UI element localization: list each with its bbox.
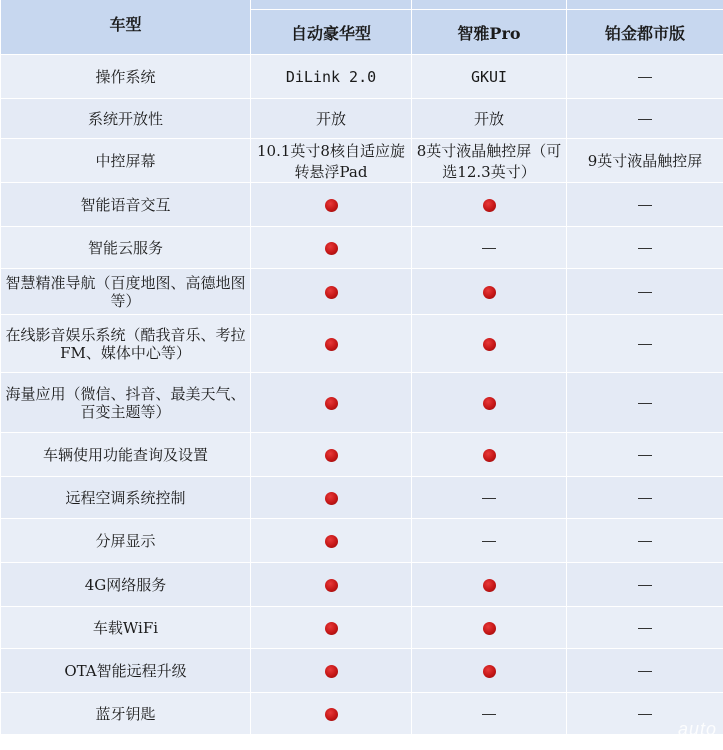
feature-label: 车辆使用功能查询及设置 [1, 433, 251, 477]
feature-label: 车载WiFi [1, 607, 251, 649]
feature-label: 远程空调系统控制 [1, 477, 251, 519]
feature-label: 操作系统 [1, 55, 251, 99]
table-row [1, 607, 723, 649]
red-dot-icon [325, 535, 338, 548]
feature-label: 海量应用（微信、抖音、最美天气、百变主题等） [1, 373, 251, 433]
not-available-cell [567, 183, 723, 227]
feature-label: 4G网络服务 [1, 563, 251, 607]
feature-dot-cell [412, 315, 567, 373]
feature-dot-cell [251, 433, 412, 477]
table-row [1, 373, 723, 433]
dash-icon [638, 205, 652, 206]
dash-icon [638, 119, 652, 120]
not-available-cell [567, 477, 723, 519]
dash-icon [638, 455, 652, 456]
feature-dot-cell [412, 433, 567, 477]
table-row [1, 183, 723, 227]
watermark: auto [677, 719, 717, 739]
red-dot-icon [325, 579, 338, 592]
table-row [1, 55, 723, 99]
model-header: 车型 [1, 0, 251, 55]
not-available-cell [567, 269, 723, 315]
red-dot-icon [325, 708, 338, 721]
feature-label: 智能语音交互 [1, 183, 251, 227]
feature-dot-cell [251, 269, 412, 315]
not-available-cell [567, 607, 723, 649]
feature-dot-cell [251, 477, 412, 519]
table-row [1, 519, 723, 563]
value-cell: GKUI [412, 55, 567, 99]
feature-dot-cell [412, 649, 567, 693]
red-dot-icon [483, 665, 496, 678]
not-available-cell [567, 373, 723, 433]
not-available-cell [567, 649, 723, 693]
dash-icon [638, 248, 652, 249]
red-dot-icon [325, 449, 338, 462]
feature-label: 在线影音娱乐系统（酷我音乐、考拉FM、媒体中心等） [1, 315, 251, 373]
table-row [1, 563, 723, 607]
feature-dot-cell [251, 607, 412, 649]
red-dot-icon [325, 242, 338, 255]
feature-dot-cell [251, 373, 412, 433]
trim-a: 自动豪华型 [251, 10, 412, 55]
value-cell: 9英寸液晶触控屏 [567, 139, 723, 183]
red-dot-icon [483, 286, 496, 299]
table-row [1, 269, 723, 315]
table-row [1, 433, 723, 477]
table-row [1, 99, 723, 139]
dash-icon [482, 248, 496, 249]
feature-dot-cell [412, 183, 567, 227]
table-row [1, 693, 723, 735]
brand-c [567, 0, 723, 10]
dash-icon [638, 714, 652, 715]
dash-icon [482, 714, 496, 715]
feature-dot-cell [251, 315, 412, 373]
dash-icon [638, 541, 652, 542]
feature-dot-cell [251, 563, 412, 607]
feature-dot-cell [251, 693, 412, 735]
table-row [1, 139, 723, 183]
table-row [1, 227, 723, 269]
dash-icon [638, 77, 652, 78]
red-dot-icon [483, 622, 496, 635]
feature-label: 分屏显示 [1, 519, 251, 563]
feature-dot-cell [251, 227, 412, 269]
feature-dot-cell [412, 563, 567, 607]
not-available-cell [567, 519, 723, 563]
red-dot-icon [483, 338, 496, 351]
feature-label: 智慧精准导航（百度地图、高德地图等） [1, 269, 251, 315]
feature-label: 系统开放性 [1, 99, 251, 139]
dash-icon [638, 292, 652, 293]
table-row [1, 477, 723, 519]
not-available-cell [412, 227, 567, 269]
dash-icon [638, 671, 652, 672]
not-available-cell [567, 55, 723, 99]
red-dot-icon [325, 338, 338, 351]
feature-dot-cell [412, 373, 567, 433]
feature-label: 智能云服务 [1, 227, 251, 269]
trim-c: 铂金都市版 [567, 10, 723, 55]
dash-icon [638, 498, 652, 499]
value-cell: 开放 [251, 99, 412, 139]
feature-dot-cell [412, 269, 567, 315]
dash-icon [638, 628, 652, 629]
value-cell: 开放 [412, 99, 567, 139]
dash-icon [638, 585, 652, 586]
brand-a [251, 0, 412, 10]
red-dot-icon [483, 397, 496, 410]
red-dot-icon [325, 665, 338, 678]
red-dot-icon [325, 622, 338, 635]
red-dot-icon [325, 286, 338, 299]
value-cell: DiLink 2.0 [251, 55, 412, 99]
red-dot-icon [483, 579, 496, 592]
dash-icon [482, 541, 496, 542]
not-available-cell [567, 315, 723, 373]
value-cell: 10.1英寸8核自适应旋转悬浮Pad [251, 139, 412, 183]
table-row [1, 649, 723, 693]
feature-label: OTA智能远程升级 [1, 649, 251, 693]
dash-icon [638, 344, 652, 345]
not-available-cell [567, 433, 723, 477]
feature-label: 蓝牙钥匙 [1, 693, 251, 735]
red-dot-icon [325, 397, 338, 410]
table-row [1, 315, 723, 373]
not-available-cell [567, 563, 723, 607]
dash-icon [482, 498, 496, 499]
not-available-cell [412, 693, 567, 735]
not-available-cell [567, 227, 723, 269]
red-dot-icon [325, 492, 338, 505]
red-dot-icon [325, 199, 338, 212]
dash-icon [638, 403, 652, 404]
trim-b: 智雅Pro [412, 10, 567, 55]
feature-dot-cell [412, 607, 567, 649]
not-available-cell [567, 99, 723, 139]
feature-dot-cell [251, 183, 412, 227]
brand-b [412, 0, 567, 10]
not-available-cell [412, 519, 567, 563]
feature-dot-cell [251, 649, 412, 693]
value-cell: 8英寸液晶触控屏（可选12.3英寸） [412, 139, 567, 183]
feature-dot-cell [251, 519, 412, 563]
red-dot-icon [483, 449, 496, 462]
red-dot-icon [483, 199, 496, 212]
feature-label: 中控屏幕 [1, 139, 251, 183]
not-available-cell [412, 477, 567, 519]
